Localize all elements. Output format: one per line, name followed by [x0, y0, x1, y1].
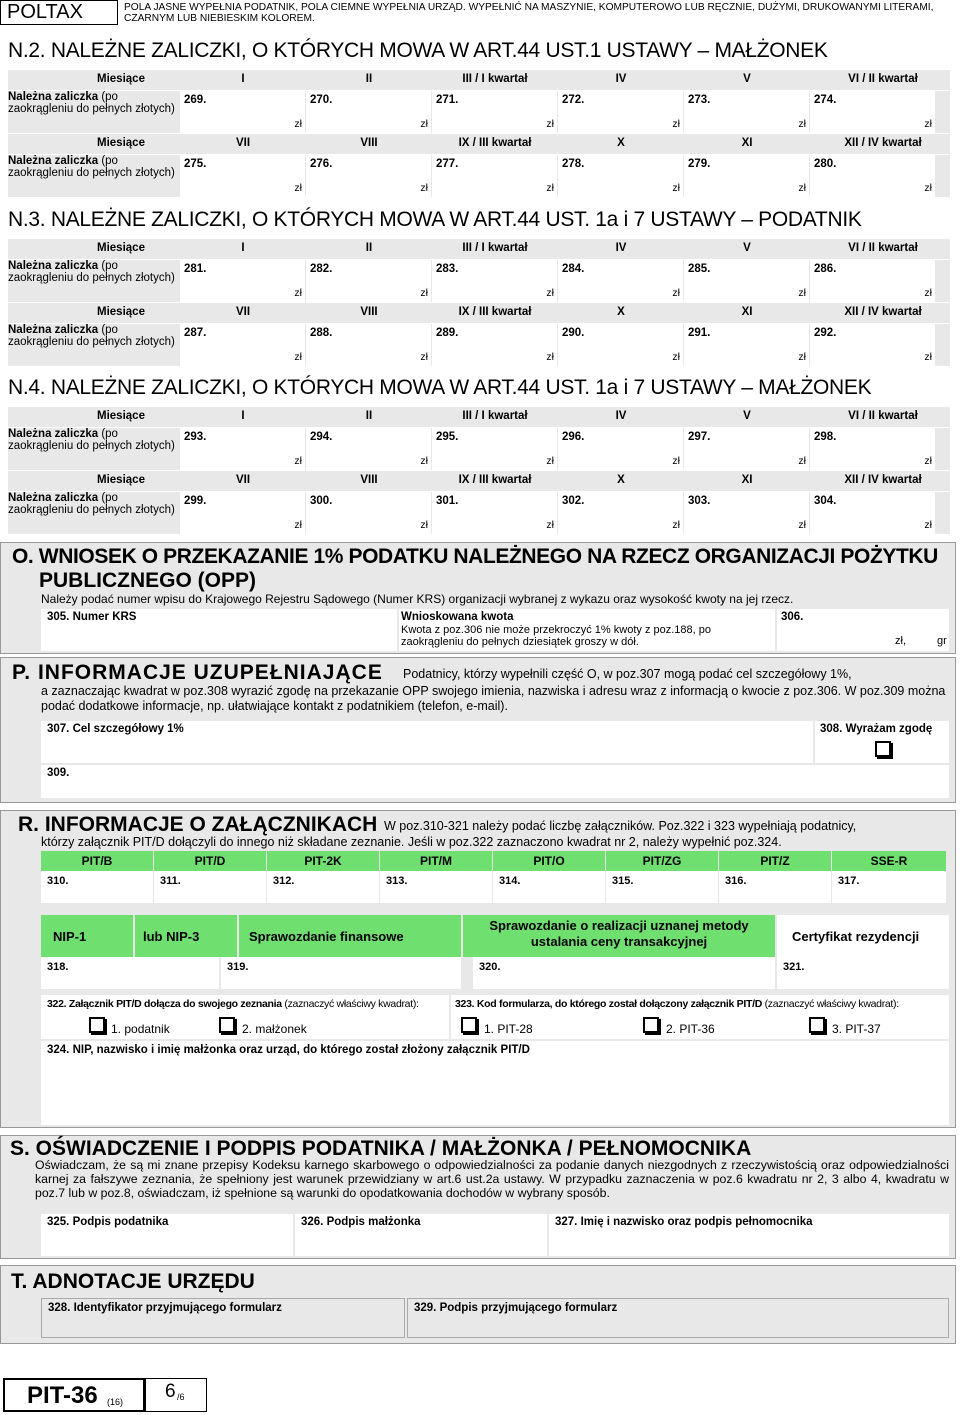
month-header: IV — [615, 410, 627, 422]
advance-field-286[interactable] — [810, 260, 935, 302]
field-305-krs[interactable]: 305. Numer KRS — [41, 609, 397, 651]
advance-field-293[interactable] — [180, 428, 305, 470]
field-324[interactable]: 324. NIP, nazwisko i imię małżonka oraz urząd, do którego został złożony załącznik PIT/D — [41, 1041, 949, 1125]
field-number: 276. — [310, 158, 333, 170]
row-label-text: (po zaokrągleniu do pełnych złotych) — [8, 260, 175, 285]
field-number: 296. — [562, 431, 585, 443]
row-label: Należna zaliczka (po zaokrągleniu do pełnych złotych) — [8, 260, 175, 285]
month-header: III / I kwartał — [462, 410, 528, 422]
advance-field-274[interactable] — [810, 91, 935, 133]
field-309-additional[interactable]: 309. — [41, 765, 949, 798]
field-328: 328. Identyfikator przyjmującego formularz — [41, 1298, 405, 1338]
form-version: (16) — [107, 1397, 124, 1407]
month-header: XII / IV kwartał — [844, 306, 922, 318]
advance-field-303[interactable] — [684, 492, 809, 534]
pit36-label: 2. PIT-36 — [666, 1022, 715, 1036]
advance-field-289[interactable] — [432, 324, 557, 366]
field-number: 291. — [688, 327, 711, 339]
month-header: X — [617, 306, 625, 318]
field-329: 329. Podpis przyjmującego formularz — [407, 1298, 949, 1338]
taxpayer-option-label: 1. podatnik — [111, 1022, 170, 1036]
field-number: 274. — [814, 94, 837, 106]
attachment-count-field[interactable]: 317. — [832, 871, 946, 903]
section-p — [0, 657, 956, 803]
section-p-desc-first: Podatnicy, którzy wypełnili część O, w poz.307 mogą podać cel szczegółowy 1%, — [403, 667, 852, 681]
month-header: IX / III kwartał — [458, 306, 532, 318]
field-number: 273. — [688, 94, 711, 106]
advance-field-277[interactable] — [432, 155, 557, 197]
months-header-row — [8, 70, 950, 90]
currency-label: zł — [672, 182, 680, 194]
currency-label: zł — [924, 351, 932, 363]
currency-label: zł — [546, 519, 554, 531]
currency-label: zł — [294, 351, 302, 363]
row-label-text: (po zaokrągleniu do pełnych złotych) — [8, 428, 175, 453]
currency-label: zł — [798, 287, 806, 299]
advance-field-269[interactable] — [180, 91, 305, 133]
month-header: XI — [741, 137, 753, 149]
attachment-count-field[interactable]: 313. — [380, 871, 492, 903]
advance-field-301[interactable] — [432, 492, 557, 534]
field-number: 283. — [436, 263, 459, 275]
attachments-count-row — [41, 871, 949, 903]
attachment-count-field[interactable]: 314. — [493, 871, 605, 903]
month-header: VII — [235, 306, 251, 318]
advance-field-295[interactable] — [432, 428, 557, 470]
currency-label: zł — [546, 118, 554, 130]
section-n3-table — [0, 239, 960, 369]
month-header: VII — [235, 474, 251, 486]
month-header: XI — [741, 306, 753, 318]
row-label-text: (po zaokrągleniu do pełnych złotych) — [8, 155, 175, 180]
month-header: VI / II kwartał — [848, 73, 918, 85]
taxpayer-checkbox[interactable] — [89, 1017, 105, 1033]
advance-row — [8, 492, 950, 534]
month-header: I — [241, 242, 245, 254]
month-header: VI / II kwartał — [848, 410, 918, 422]
field-number: 275. — [184, 158, 207, 170]
currency-label: zł — [546, 182, 554, 194]
poltax-logo: POLTAX — [0, 0, 118, 25]
field-number: 280. — [814, 158, 837, 170]
attachment-type-header: PIT/Z — [719, 851, 831, 871]
currency-label: zł — [294, 118, 302, 130]
pit36-checkbox[interactable] — [643, 1017, 659, 1033]
advance-row — [8, 155, 950, 197]
attachment-count-field[interactable]: 316. — [719, 871, 831, 903]
attachment-count-field[interactable]: 311. — [154, 871, 266, 903]
section-o-title-line2: PUBLICZNEGO (OPP) — [39, 569, 257, 592]
consent-checkbox[interactable] — [875, 741, 891, 757]
advance-field-302[interactable] — [558, 492, 683, 534]
page-number-box — [145, 1378, 207, 1412]
field-number: 269. — [184, 94, 207, 106]
currency-label: zł — [294, 519, 302, 531]
pit28-label: 1. PIT-28 — [484, 1022, 533, 1036]
month-header: XII / IV kwartał — [844, 474, 922, 486]
field-number: 301. — [436, 495, 459, 507]
advance-field-280[interactable] — [810, 155, 935, 197]
month-header: V — [743, 410, 751, 422]
field-number: 287. — [184, 327, 207, 339]
field-number: 272. — [562, 94, 585, 106]
row-label: Należna zaliczka (po zaokrągleniu do pełnych złotych) — [8, 91, 175, 116]
currency-label: zł — [294, 455, 302, 467]
month-header: V — [743, 242, 751, 254]
field-327-proxy[interactable]: 327. Imię i nazwisko oraz podpis pełnomocnika — [549, 1214, 949, 1256]
page-total: /6 — [177, 1392, 185, 1402]
month-header: II — [365, 73, 373, 85]
attachment-count-field[interactable]: 312. — [267, 871, 379, 903]
advance-field-283[interactable] — [432, 260, 557, 302]
field-number: 281. — [184, 263, 207, 275]
month-header: II — [365, 242, 373, 254]
section-s-title: S. OŚWIADCZENIE I PODPIS PODATNIKA / MAŁŻONKA / PEŁNOMOCNIKA — [10, 1137, 752, 1160]
field-number: 282. — [310, 263, 333, 275]
row-label: Należna zaliczka (po zaokrągleniu do pełnych złotych) — [8, 324, 175, 349]
advance-field-279[interactable] — [684, 155, 809, 197]
month-header: IX / III kwartał — [458, 474, 532, 486]
advance-field-288[interactable] — [306, 324, 431, 366]
currency-label: zł — [294, 287, 302, 299]
section-n4-table — [0, 407, 960, 537]
currency-label: zł — [420, 455, 428, 467]
field-number: 295. — [436, 431, 459, 443]
nip1-label: NIP-1 — [41, 915, 133, 957]
advance-field-300[interactable] — [306, 492, 431, 534]
field-number: 284. — [562, 263, 585, 275]
section-r-title: R. INFORMACJE O ZAŁĄCZNIKACH — [18, 813, 378, 836]
month-header: X — [617, 137, 625, 149]
header-instruction: POLA JASNE WYPEŁNIA PODATNIK, POLA CIEMNE WYPEŁNIA URZĄD. WYPEŁNIĆ NA MASZYNIE, KOMPUTEROWO LUB RĘCZNIE, DUŻYMI, DRUKOWANYMI LITERAMI, CZARNYM LUB NIEBIESKIM KOLOREM. — [124, 2, 934, 24]
advance-field-291[interactable] — [684, 324, 809, 366]
advance-field-275[interactable] — [180, 155, 305, 197]
advance-field-284[interactable] — [558, 260, 683, 302]
form-code: PIT-36 — [27, 1382, 98, 1409]
advance-field-297[interactable] — [684, 428, 809, 470]
field-323: 323. Kod formularza, do którego został dołączony załącznik PIT/D (zaznaczyć właściwy kwadrat): 1. PIT-28 2. PIT-36 3. PIT-37 — [451, 995, 949, 1039]
section-r-desc-rest: którzy załącznik PIT/D dołączyli do innego niż składane zeznanie. Jeśli w poz.322 zaznaczono kwadrat nr 2, należy wypełnić poz.324. — [41, 835, 782, 849]
residence-certificate-label: Certyfikat rezydencji — [777, 915, 949, 957]
advance-row — [8, 324, 950, 366]
month-header: I — [241, 73, 245, 85]
field-number: 289. — [436, 327, 459, 339]
section-s-declaration: Oświadczam, że są mi znane przepisy Kodeksu karnego skarbowego o odpowiedzialności za podanie danych niezgodnych z rzeczywistością oraz odpowiedzialności karnej za fałszywe zeznania, że spełniony jest warunek przewidziany w art.6 ust.2a ustawy. W przypadku zaznaczenia w poz.6 kwadratu nr 2, 3 albo 4, kwadratu w poz.7 lub w poz.8, oświadczam, iż spełnione są warunki do opodatkowania dochodów w wybrany sposób. — [35, 1158, 949, 1200]
advance-field-290[interactable] — [558, 324, 683, 366]
row-label: Należna zaliczka (po zaokrągleniu do pełnych złotych) — [8, 428, 175, 453]
currency-label: zł — [798, 351, 806, 363]
field-number: 286. — [814, 263, 837, 275]
advance-field-299[interactable] — [180, 492, 305, 534]
page-current: 6 — [165, 1381, 176, 1402]
month-header: II — [365, 410, 373, 422]
currency-label: zł — [420, 182, 428, 194]
field-number: 303. — [688, 495, 711, 507]
currency-label: zł — [546, 351, 554, 363]
field-number: 304. — [814, 495, 837, 507]
section-s — [0, 1135, 956, 1259]
spouse-checkbox[interactable] — [219, 1017, 235, 1033]
advance-row — [8, 91, 950, 133]
months-label: Miesiące — [97, 242, 145, 254]
row-label-text: (po zaokrągleniu do pełnych złotych) — [8, 91, 175, 116]
months-label: Miesiące — [97, 474, 145, 486]
currency-label: zł — [672, 519, 680, 531]
field-number: 270. — [310, 94, 333, 106]
advance-field-272[interactable] — [558, 91, 683, 133]
advance-field-270[interactable] — [306, 91, 431, 133]
section-o-title-line1: O. WNIOSEK O PRZEKAZANIE 1% PODATKU NALEŻNEGO NA RZECZ ORGANIZACJI POŻYTKU — [12, 545, 938, 568]
section-n2-title: N.2. NALEŻNE ZALICZKI, O KTÓRYCH MOWA W ART.44 UST.1 USTAWY – MAŁŻONEK — [8, 39, 828, 62]
section-n4-title: N.4. NALEŻNE ZALICZKI, O KTÓRYCH MOWA W ART.44 UST. 1a i 7 USTAWY – MAŁŻONEK — [8, 376, 872, 399]
attachment-count-field[interactable]: 310. — [41, 871, 153, 903]
months-label: Miesiące — [97, 73, 145, 85]
row-label-text: (po zaokrągleniu do pełnych złotych) — [8, 492, 175, 517]
month-header: III / I kwartał — [462, 73, 528, 85]
field-number: 299. — [184, 495, 207, 507]
section-p-desc-rest: a zaznaczając kwadrat w poz.308 wyrazić zgodę na przekazanie OPP swojego imienia, nazwiska i adresu wraz z informacją o kwocie z poz.306. W poz.309 można podać dodatkowe informacje, np. ułatwiające kontakt z podatnikiem (telefon, e-mail). — [41, 684, 946, 713]
currency-label: zł — [420, 118, 428, 130]
field-308-consent: 308. Wyrażam zgodę — [815, 721, 949, 763]
field-320[interactable]: 320. — [473, 957, 775, 989]
months-header-row — [8, 303, 950, 323]
section-n2-table — [0, 70, 960, 200]
currency-label: zł — [924, 118, 932, 130]
field-number: 298. — [814, 431, 837, 443]
currency-label: zł — [546, 455, 554, 467]
spouse-option-label: 2. małżonek — [242, 1022, 307, 1036]
section-p-title: P. INFORMACJE UZUPEŁNIAJĄCE — [12, 661, 383, 684]
section-o — [0, 542, 956, 654]
currency-label: zł — [672, 118, 680, 130]
field-307-purpose[interactable]: 307. Cel szczegółowy 1% — [41, 721, 813, 763]
currency-label: zł — [420, 519, 428, 531]
month-header: I — [241, 410, 245, 422]
pit37-label: 3. PIT-37 — [832, 1022, 881, 1036]
month-header: V — [743, 73, 751, 85]
month-header: X — [617, 474, 625, 486]
currency-label: zł — [798, 182, 806, 194]
months-label: Miesiące — [97, 306, 145, 318]
advance-field-292[interactable] — [810, 324, 935, 366]
advance-field-281[interactable] — [180, 260, 305, 302]
nip3-label: lub NIP-3 — [135, 915, 237, 957]
section-r-desc-first: W poz.310-321 należy podać liczbę załączników. Poz.322 i 323 wypełniają podatnicy, — [384, 819, 857, 833]
month-header: IX / III kwartał — [458, 137, 532, 149]
currency-label: zł — [672, 287, 680, 299]
field-number: 290. — [562, 327, 585, 339]
months-label: Miesiące — [97, 137, 145, 149]
field-number: 297. — [688, 431, 711, 443]
advance-field-285[interactable] — [684, 260, 809, 302]
currency-label: zł — [924, 182, 932, 194]
advance-field-294[interactable] — [306, 428, 431, 470]
advance-field-287[interactable] — [180, 324, 305, 366]
attachment-type-header: PIT-2K — [267, 851, 379, 871]
currency-label: zł — [798, 455, 806, 467]
attachment-type-header: PIT/M — [380, 851, 492, 871]
currency-label: zł — [672, 455, 680, 467]
field-319[interactable]: 319. — [221, 957, 461, 989]
months-header-row — [8, 134, 950, 154]
month-header: VI / II kwartał — [848, 242, 918, 254]
field-325-signature[interactable]: 325. Podpis podatnika — [41, 1214, 293, 1256]
currency-label: zł — [924, 519, 932, 531]
field-number: 294. — [310, 431, 333, 443]
row-label: Należna zaliczka (po zaokrągleniu do pełnych złotych) — [8, 492, 175, 517]
months-header-row — [8, 407, 950, 427]
advance-field-282[interactable] — [306, 260, 431, 302]
row-label: Należna zaliczka (po zaokrągleniu do pełnych złotych) — [8, 155, 175, 180]
section-o-description: Należy podać numer wpisu do Krajowego Rejestru Sądowego (Numer KRS) organizacji wybranej z wykazu oraz wysokość kwoty na jej rzecz. — [41, 592, 794, 606]
field-number: 293. — [184, 431, 207, 443]
financial-statement-label: Sprawozdanie finansowe — [239, 915, 461, 957]
month-header: XII / IV kwartał — [844, 137, 922, 149]
attachments-header-row — [41, 851, 949, 871]
month-header: VIII — [360, 137, 378, 149]
field-number: 285. — [688, 263, 711, 275]
attachment-type-header: SSE-R — [832, 851, 946, 871]
currency-label: zł — [672, 351, 680, 363]
field-number: 292. — [814, 327, 837, 339]
attachment-type-header: PIT/B — [41, 851, 153, 871]
currency-label: zł — [420, 351, 428, 363]
form-id-box — [3, 1378, 145, 1412]
row-label-text: (po zaokrągleniu do pełnych złotych) — [8, 324, 175, 349]
advance-field-273[interactable] — [684, 91, 809, 133]
currency-label: zł — [798, 519, 806, 531]
months-label: Miesiące — [97, 410, 145, 422]
currency-label: zł — [924, 455, 932, 467]
attachment-type-header: PIT/O — [493, 851, 605, 871]
month-header: VIII — [360, 306, 378, 318]
month-header: IV — [615, 73, 627, 85]
attachment-type-header: PIT/D — [154, 851, 266, 871]
currency-label: zł — [798, 118, 806, 130]
month-header: VIII — [360, 474, 378, 486]
advance-row — [8, 260, 950, 302]
section-n3-title: N.3. NALEŻNE ZALICZKI, O KTÓRYCH MOWA W ART.44 UST. 1a i 7 USTAWY – PODATNIK — [8, 208, 862, 231]
advance-field-276[interactable] — [306, 155, 431, 197]
attachment-count-field[interactable]: 315. — [606, 871, 718, 903]
advance-field-304[interactable] — [810, 492, 935, 534]
currency-label: zł — [420, 287, 428, 299]
field-321[interactable]: 321. — [777, 957, 949, 989]
advance-field-271[interactable] — [432, 91, 557, 133]
pit28-checkbox[interactable] — [461, 1017, 477, 1033]
pit37-checkbox[interactable] — [809, 1017, 825, 1033]
field-number: 277. — [436, 158, 459, 170]
month-header: VII — [235, 137, 251, 149]
month-header: IV — [615, 242, 627, 254]
section-t-title: T. ADNOTACJE URZĘDU — [11, 1270, 255, 1293]
field-number: 300. — [310, 495, 333, 507]
field-number: 302. — [562, 495, 585, 507]
field-number: 271. — [436, 94, 459, 106]
currency-label: zł — [924, 287, 932, 299]
currency-label: zł — [294, 182, 302, 194]
amount-description: Wnioskowana kwota Kwota z poz.306 nie może przekroczyć 1% kwoty z poz.188, po zaokrągleniu do pełnych dziesiątek groszy w dół. — [399, 609, 775, 651]
field-326-spouse-signature[interactable]: 326. Podpis małżonka — [295, 1214, 547, 1256]
field-number: 279. — [688, 158, 711, 170]
advance-field-278[interactable] — [558, 155, 683, 197]
month-header: III / I kwartał — [462, 242, 528, 254]
advance-field-298[interactable] — [810, 428, 935, 470]
section-r — [0, 810, 956, 1128]
advance-row — [8, 428, 950, 470]
section-t — [0, 1265, 956, 1344]
months-header-row — [8, 471, 950, 491]
transfer-pricing-label: Sprawozdanie o realizacji uznanej metody ustalania ceny transakcyjnej — [463, 915, 775, 957]
field-number: 288. — [310, 327, 333, 339]
field-318[interactable]: 318. — [41, 957, 219, 989]
field-306-amount[interactable]: 306. zł, gr — [777, 609, 949, 651]
advance-field-296[interactable] — [558, 428, 683, 470]
attachment-type-header: PIT/ZG — [606, 851, 718, 871]
month-header: XI — [741, 474, 753, 486]
currency-label: zł — [546, 287, 554, 299]
field-number: 278. — [562, 158, 585, 170]
months-header-row — [8, 239, 950, 259]
field-322: 322. Załącznik PIT/D dołącza do swojego zeznania (zaznaczyć właściwy kwadrat): 1. podatnik 2. małżonek — [41, 995, 449, 1039]
